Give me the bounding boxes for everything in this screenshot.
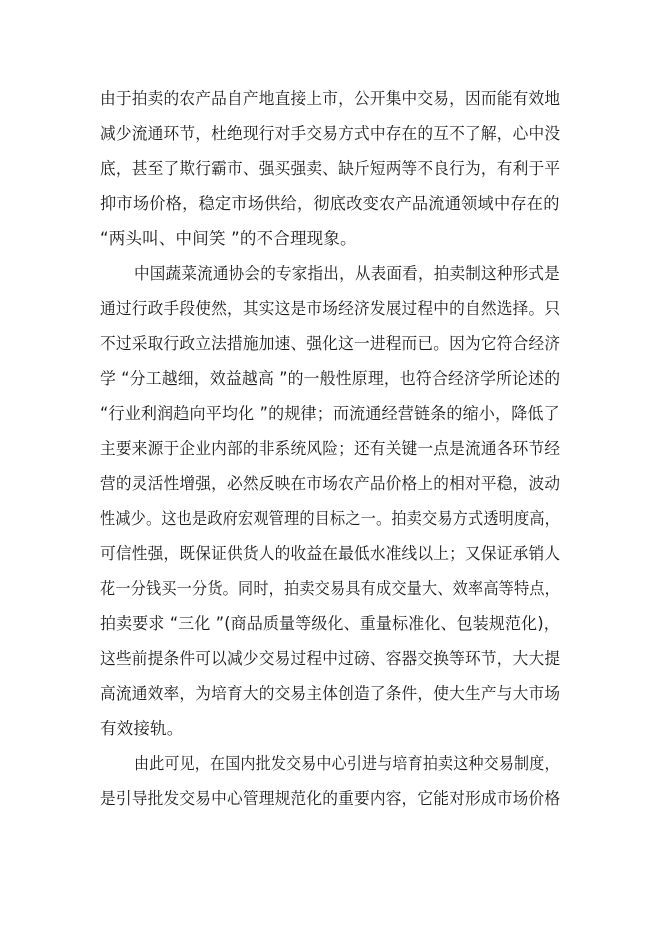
text-line: 花一分钱买一分货。同时，拍卖交易具有成交量大、效率高等特点， — [100, 579, 561, 598]
text-line: 由于拍卖的农产品自产地直接上市，公开集中交易，因而能有效地 — [100, 89, 561, 108]
text-line: 由此可见，在国内批发交易中心引进与培育拍卖这种交易制度， — [134, 754, 560, 773]
text-line: 营的灵活性增强，必然反映在市场农产品价格上的相对平稳，波动 — [100, 474, 561, 493]
text-line: 不过采取行政立法措施加速、强化这一进程而已。因为它符合经济 — [100, 334, 561, 353]
text-line: “两头叫、中间笑 ”的不合理现象。 — [100, 229, 357, 248]
text-line: 高流通效率，为培育大的交易主体创造了条件，使大生产与大市场 — [100, 684, 561, 703]
text-line: 可信性强，既保证供货人的收益在最低水准线以上；又保证承销人 — [100, 544, 561, 563]
text-line: 中国蔬菜流通协会的专家指出，从表面看，拍卖制这种形式是 — [134, 264, 560, 283]
text-line: 主要来源于企业内部的非系统风险；还有关键一点是流通各环节经 — [100, 439, 561, 458]
text-line: 性减少。这也是政府宏观管理的目标之一。拍卖交易方式透明度高， — [100, 509, 561, 528]
text-line: 有效接轨。 — [100, 719, 184, 738]
text-line: 是引导批发交易中心管理规范化的重要内容，它能对形成市场价格 — [100, 789, 561, 808]
text-line: 拍卖要求 “三化 ”(商品质量等级化、重量标准化、包装规范化)， — [100, 614, 560, 633]
text-line: “行业利润趋向平均化 ”的规律；而流通经营链条的缩小，降低了 — [100, 404, 560, 423]
text-line: 通过行政手段使然，其实这是市场经济发展过程中的自然选择。只 — [100, 299, 561, 318]
text-line: 抑市场价格，稳定市场供给，彻底改变农产品流通领域中存在的 — [100, 194, 560, 213]
text-line: 这些前提条件可以减少交易过程中过磅、容器交换等环节，大大提 — [100, 649, 561, 668]
text-line: 减少流通环节，杜绝现行对手交易方式中存在的互不了解，心中没 — [100, 124, 561, 143]
text-line: 学 “分工越细，效益越高 ”的一般性原理，也符合经济学所论述的 — [100, 369, 561, 388]
text-line: 底，甚至了欺行霸市、强买强卖、缺斤短两等不良行为，有利于平 — [100, 159, 561, 178]
